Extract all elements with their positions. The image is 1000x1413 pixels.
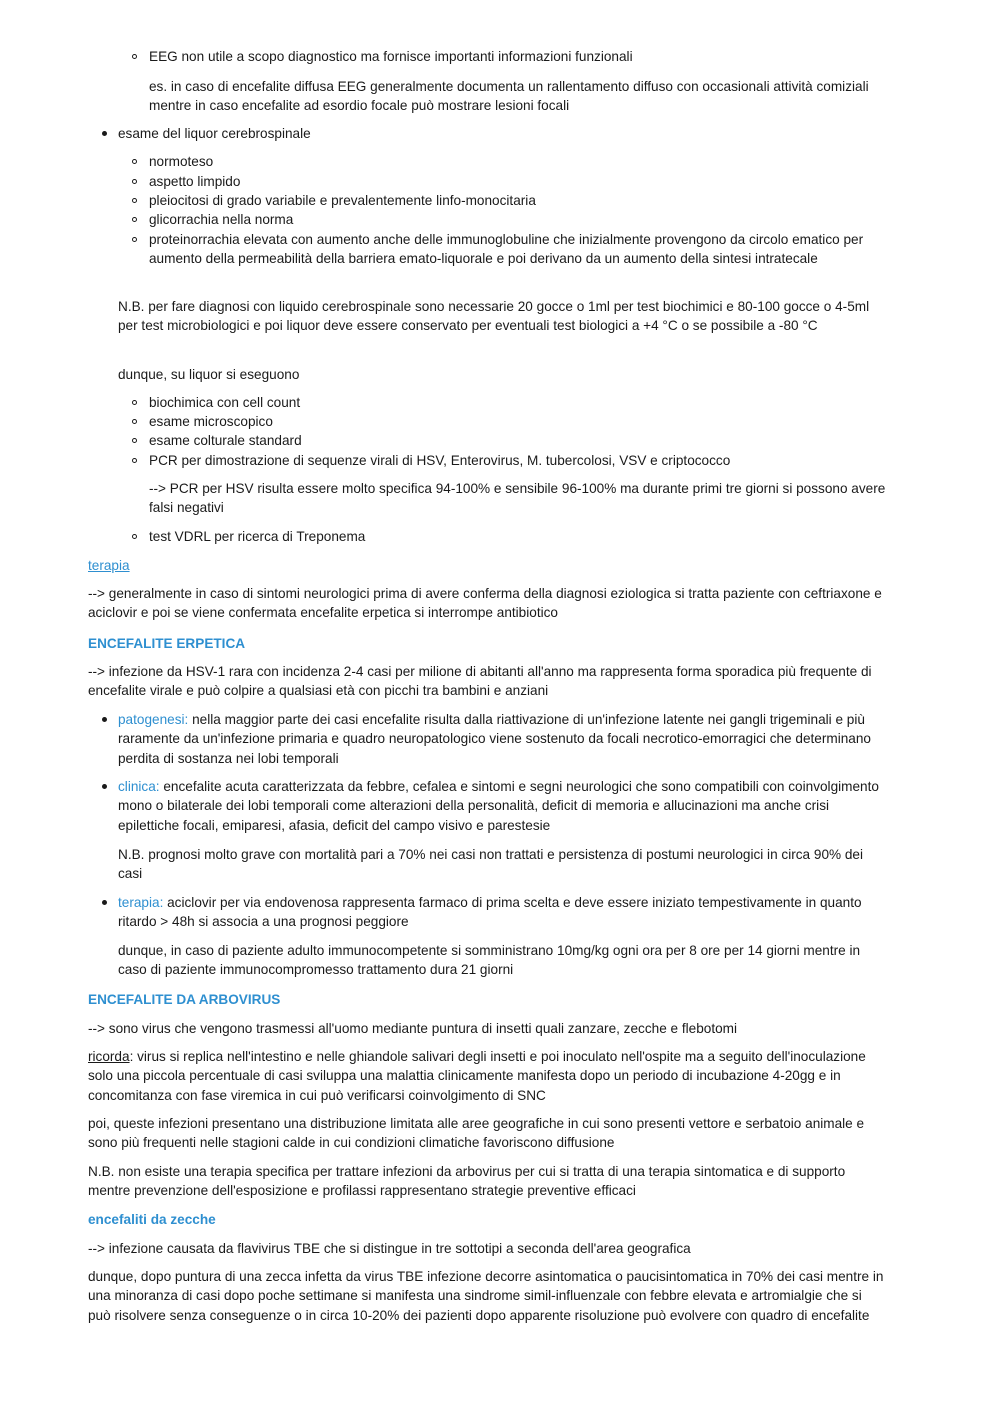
arbovirus-nb: N.B. non esiste una terapia specifica per trattare infezioni da arbovirus per cui si tratta di una terapia sintomatica e di supporto mentre prevenzione dell'esposizione e profilassi rappresentano strategie preventive efficaci	[88, 1164, 846, 1199]
ricorda-paragraph: ricorda: virus si replica nell'intestino e nelle ghiandole salivari degli insetti e poi inoculato nell'ospite ma a seguito dell'inoculazione solo una piccola percentuale di casi sviluppa una malattia clinicamente manifesta dopo un periodo di incubazione 4-20gg e in concomitanza con fase viremica in cui può verificarsi coinvolgimento di SNC	[88, 1049, 866, 1103]
clinica-nb: N.B. prognosi molto grave con mortalità pari a 70% nei casi non trattati e persistenza di postumi neurologici in circa 90% dei casi	[118, 847, 864, 882]
zecche-intro: --> infezione causata da flavivirus TBE che si distingue in tre sottotipi a seconda dell'area geografica	[88, 1241, 691, 1256]
terapia-label: terapia:	[118, 895, 164, 910]
liquor-item: proteinorrachia elevata con aumento anche delle immunoglobuline che inizialmente provengono da circolo ematico per aumento della permeabilità della barriera emato-liquorale e poi derivano da un aumento della sintesi intratecale	[149, 230, 889, 269]
clinica-label: clinica:	[118, 779, 160, 794]
terapia-link[interactable]: terapia	[88, 558, 130, 573]
arbovirus-poi: poi, queste infezioni presentano una distribuzione limitata alle aree geografiche in cui sono presenti vettore e serbatoio animale e sono più frequenti nelle stagioni calde in cui condizioni climatiche favoriscono diffusione	[88, 1116, 865, 1151]
clinica-item: clinica: encefalite acuta caratterizzata da febbre, cefalea e sintomi e segni neurologici che sono compatibili con coinvolgimento mono o bilaterale dei lobi temporali come alterazioni della personalità, deficit di memoria e allucinazioni ma anche crisi epilettiche focali, emiparesi, afasia, deficit del campo visivo e parestesie	[118, 777, 888, 835]
zecche-text: dunque, dopo puntura di una zecca infetta da virus TBE infezione decorre asintomatica o paucisintomatica in 70% dei casi mentre in una minoranza di casi dopo poche settimane si manifesta una sindrome simil-influenzale con febbre elevata e artromialgie che si può risolvere senza conseguenze o in circa 10-20% dei pazienti dopo apparente risoluzione può evolvere con quadro di encefalite	[88, 1269, 884, 1323]
liquor-test: esame colturale standard	[149, 431, 889, 450]
terapia-text: --> generalmente in caso di sintomi neurologici prima di avere conferma della diagnosi eziologica si tratta paziente con ceftriaxone e aciclovir e poi se viene confermata encefalite erpetica si interrompe antibiotico	[88, 586, 882, 621]
arbovirus-intro: --> sono virus che vengono trasmessi all'uomo mediante puntura di insetti quali zanzare, zecche e flebotomi	[88, 1021, 738, 1036]
erpetica-heading: ENCEFALITE ERPETICA	[88, 636, 246, 651]
erpetica-intro: --> infezione da HSV-1 rara con incidenza 2-4 casi per milione di abitanti all'anno ma rappresenta forma sporadica più frequente di encefalite virale e può colpire a qualsiasi età con picchi tra bambini e anziani	[88, 664, 872, 699]
zecche-heading: encefaliti da zecche	[88, 1212, 216, 1227]
liquor-item: aspetto limpido	[149, 172, 889, 191]
liquor-title: esame del liquor cerebrospinale	[118, 124, 888, 143]
ricorda-label: ricorda	[88, 1049, 130, 1064]
liquor-item: normoteso	[149, 152, 889, 171]
eeg-note: es. in caso di encefalite diffusa EEG generalmente documenta un rallentamento diffuso con occasionali attività comiziali mentre in caso encefalite ad esordio focale può mostrare lesioni focali	[149, 79, 869, 114]
liquor-nb: N.B. per fare diagnosi con liquido cerebrospinale sono necessarie 20 gocce o 1ml per test biochimici e 80-100 gocce o 4-5ml per test microbiologici e poi liquor deve essere conservato per eventuali test biologici a +4 °C o se possibile a -80 °C	[118, 299, 870, 334]
vdrl-item: test VDRL per ricerca di Treponema	[149, 527, 889, 546]
terapia-item: terapia: aciclovir per via endovenosa rappresenta farmaco di prima scelta e deve essere iniziato tempestivamente in quanto ritardo > 48h si associa a una prognosi peggiore	[118, 893, 888, 932]
liquor-test: PCR per dimostrazione di sequenze virali di HSV, Enterovirus, M. tubercolosi, VSV e criptococco	[149, 451, 889, 470]
patogenesi-item: patogenesi: nella maggior parte dei casi encefalite risulta dalla riattivazione di un'infezione latente nei gangli trigeminali e più raramente da un'infezione primaria e quadro neuropatologico viene sostenuto da focali necrotico-emorragici che determinano perdita di sostanza nei lobi temporali	[118, 710, 888, 768]
pcr-note: --> PCR per HSV risulta essere molto specifica 94-100% e sensibile 96-100% ma durante primi tre giorni si possono avere falsi negativi	[149, 481, 886, 516]
liquor-tests-intro: dunque, su liquor si eseguono	[118, 367, 300, 382]
arbovirus-heading: ENCEFALITE DA ARBOVIRUS	[88, 992, 281, 1007]
liquor-test: biochimica con cell count	[149, 393, 889, 412]
eeg-item: EEG non utile a scopo diagnostico ma fornisce importanti informazioni funzionali	[149, 47, 889, 66]
patogenesi-label: patogenesi:	[118, 712, 189, 727]
liquor-item: pleiocitosi di grado variabile e prevalentemente linfo-monocitaria	[149, 191, 889, 210]
liquor-test: esame microscopico	[149, 412, 889, 431]
terapia-note: dunque, in caso di paziente adulto immunocompetente si somministrano 10mg/kg ogni ora per 8 ore per 14 giorni mentre in caso di paziente immunocompromesso trattamento dura 21 giorni	[118, 943, 861, 978]
liquor-item: glicorrachia nella norma	[149, 210, 889, 229]
